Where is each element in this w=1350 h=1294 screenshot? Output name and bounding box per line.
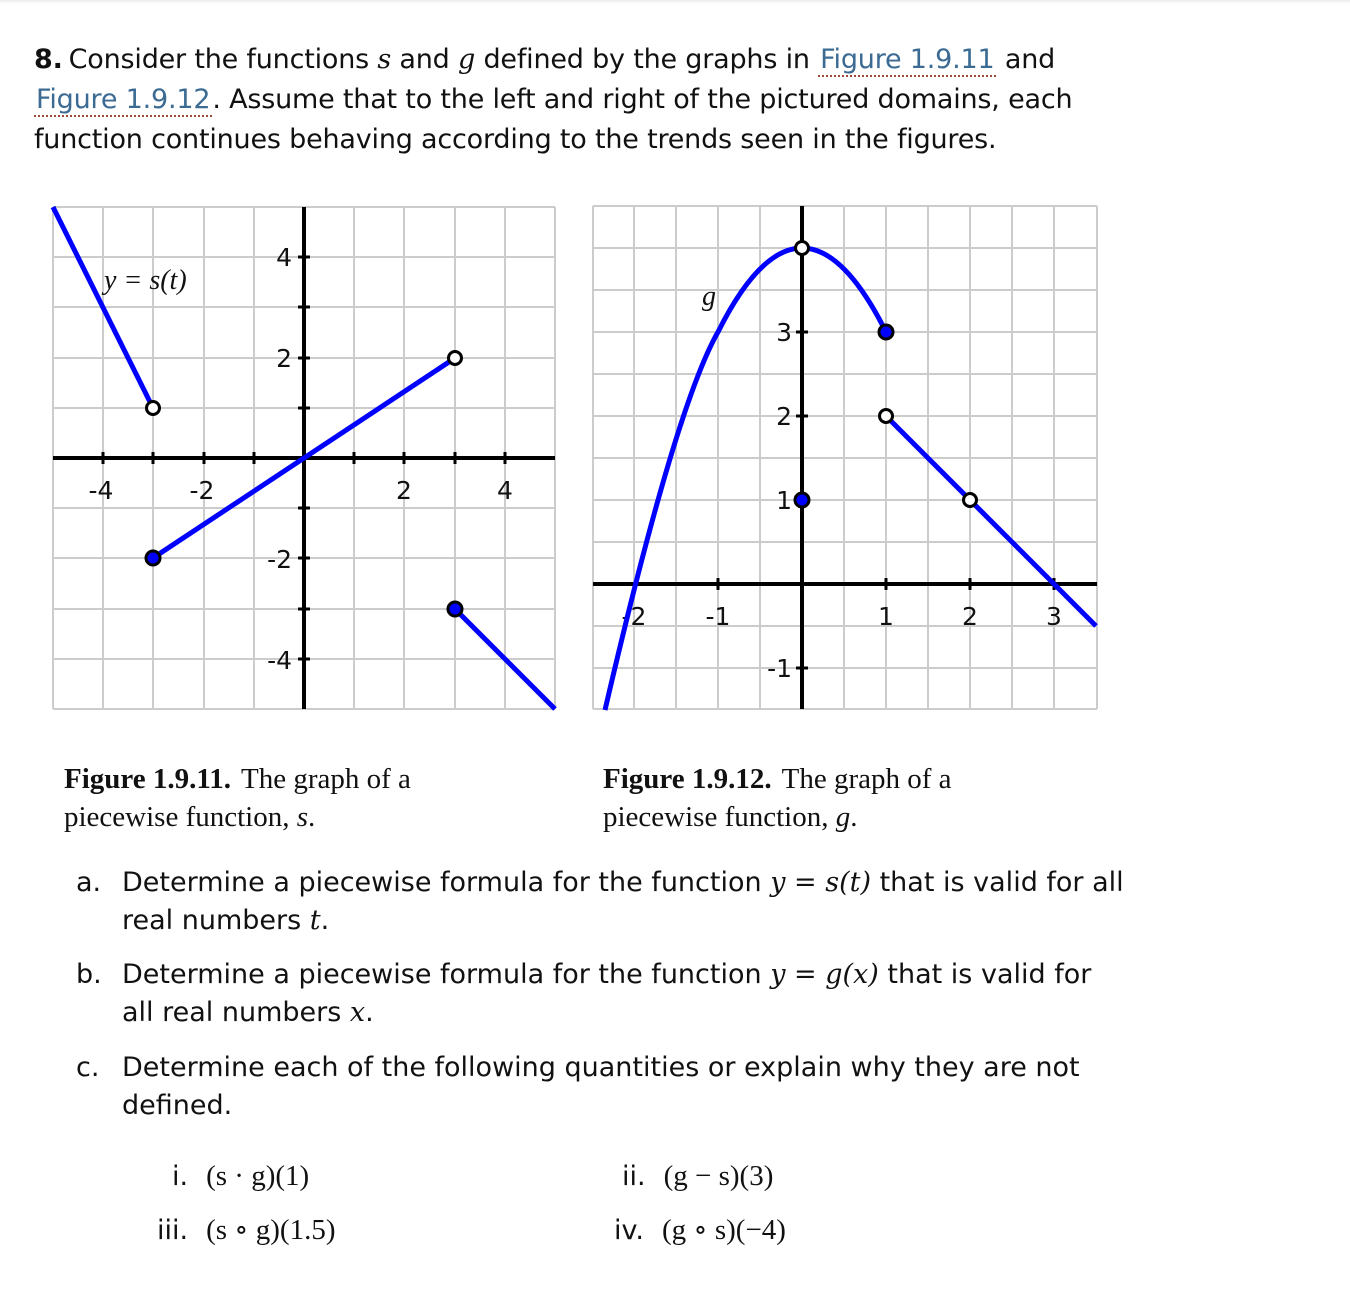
- figure-link-1-9-11[interactable]: Figure 1.9.11: [820, 44, 995, 75]
- open-point: [449, 352, 462, 365]
- task-c: c. Determine each of the following quantities or explain why they are not defined.: [76, 1052, 1080, 1121]
- x-tick-label: -1: [705, 602, 731, 631]
- figure-link-1-9-12[interactable]: Figure 1.9.12: [36, 84, 211, 115]
- y-tick-label: 4: [276, 243, 292, 272]
- caption-figure-1-9-12: Figure 1.9.12. The graph of a piecewise function, g.: [603, 763, 952, 833]
- subtask-iii: iii. (s ∘ g)(1.5): [157, 1214, 336, 1246]
- x-tick-label: 1: [878, 602, 894, 631]
- x-tick-label: 4: [497, 476, 513, 505]
- problem-number: 8.: [34, 44, 63, 75]
- closed-point: [879, 325, 893, 339]
- open-point: [147, 402, 160, 415]
- subtask-i: i. (s · g)(1): [172, 1160, 310, 1192]
- y-tick-label: 2: [776, 402, 792, 431]
- graph-label-g: g: [702, 281, 716, 312]
- open-point: [964, 494, 977, 507]
- y-tick-label: 2: [276, 344, 292, 373]
- curve-g: [605, 248, 1096, 710]
- open-point: [796, 242, 809, 255]
- task-b: b. Determine a piecewise formula for the function y = g(x) that is valid for all real numbers x.: [76, 959, 1092, 1028]
- x-tick-label: -2: [189, 476, 215, 505]
- problem-statement: 8. Consider the functions s and g defined by the graphs in Figure 1.9.11 and Figure 1.9.12. Assume that to the left and right of the pictured domains, each function continues behaving according to the trends seen in the figures.: [34, 44, 1073, 155]
- x-tick-label: -2: [621, 602, 647, 631]
- y-tick-label: -4: [267, 646, 292, 675]
- y-tick-label: 3: [776, 318, 792, 347]
- x-tick-label: 2: [396, 476, 412, 505]
- subtask-iv: iv. (g ∘ s)(−4): [614, 1214, 786, 1246]
- caption-figure-1-9-11: Figure 1.9.11. The graph of a piecewise function, s.: [64, 763, 411, 833]
- y-tick-label: -2: [267, 545, 292, 574]
- y-tick-label: -1: [767, 654, 792, 683]
- y-tick-label: 1: [776, 486, 792, 515]
- closed-point: [795, 493, 809, 507]
- closed-point: [448, 602, 462, 616]
- closed-point: [146, 551, 160, 565]
- x-tick-label: 3: [1046, 602, 1062, 631]
- task-a: a. Determine a piecewise formula for the function y = s(t) that is valid for all real numbers t.: [76, 867, 1124, 936]
- x-tick-label: 2: [962, 602, 978, 631]
- x-tick-label: -4: [88, 476, 114, 505]
- graph-label-s: y = s(t): [104, 265, 187, 296]
- open-point: [880, 410, 893, 423]
- subtask-ii: ii. (g − s)(3): [622, 1160, 774, 1192]
